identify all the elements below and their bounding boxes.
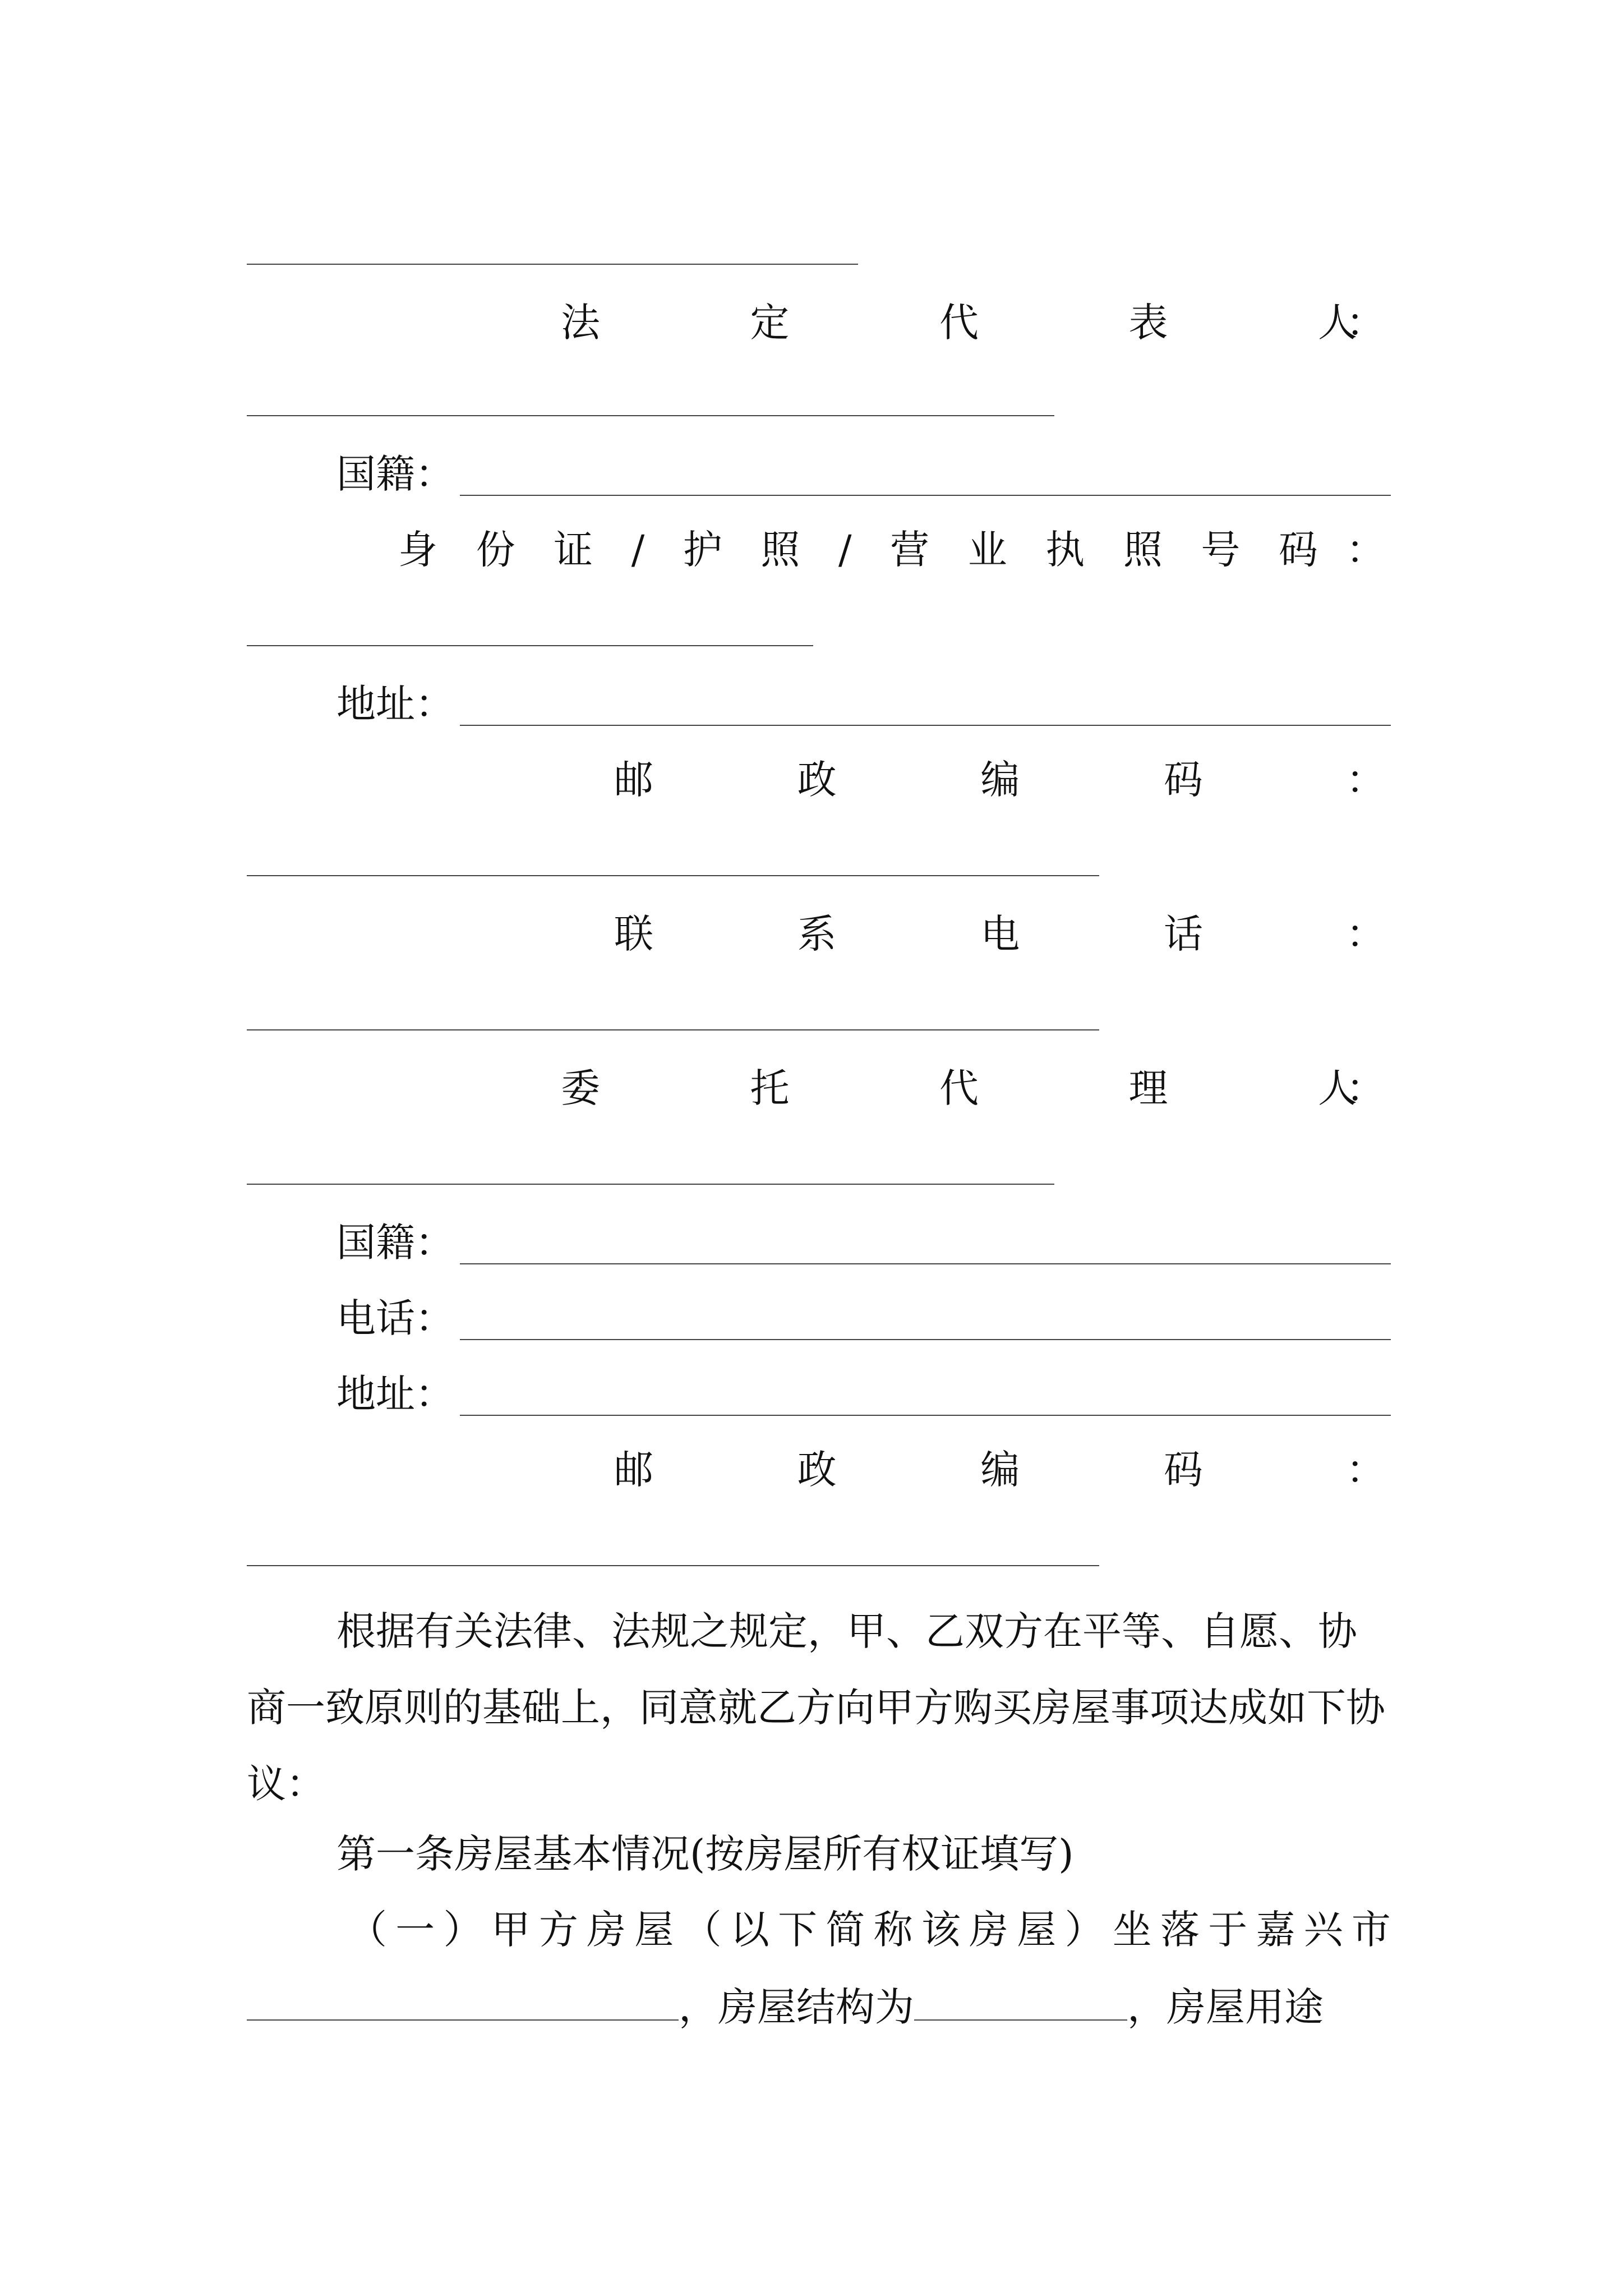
label-char: 照 [1123,527,1163,573]
label-char: 邮 [614,757,653,803]
label-char: 代 [939,300,979,346]
contact-phone-colon: ： [1346,911,1385,957]
article-1-item-1-line-1 [348,1904,1391,1955]
label-char: 定 [750,300,790,346]
address-label: 地址： [336,1371,454,1417]
comma: ， [679,1984,718,2030]
text-char: 嘉 [1256,1907,1295,1953]
label-char: 委 [561,1065,600,1111]
label-char: 政 [797,757,837,803]
text-char: 落 [1160,1907,1200,1953]
text-char: ） [1064,1907,1104,1953]
text-char: 称 [873,1907,913,1953]
label-char: / [838,527,852,573]
id-number-field[interactable] [247,645,813,646]
text-char: 简 [826,1907,865,1953]
agent-nationality-field[interactable] [460,1263,1391,1264]
label-char: 执 [1045,527,1085,573]
agent-postal-code-field[interactable] [247,1565,1099,1566]
agent-colon: ： [1346,1065,1385,1111]
label-char: 话 [1163,911,1203,957]
label-char: 邮 [614,1447,653,1493]
agent-phone-field[interactable] [460,1339,1391,1340]
location-field[interactable] [247,1980,679,2021]
agent-phone-field-row [336,1293,1391,1343]
structure-label: 房屋结构为 [718,1984,914,2030]
label-char: 表 [1128,300,1168,346]
text-char: 坐 [1112,1907,1152,1953]
label-char: 护 [683,527,722,573]
usage-label: ，房屋用途 [1127,1984,1324,2030]
nationality-field-row [336,449,1391,499]
label-char: 法 [561,300,600,346]
text-char: 兴 [1303,1907,1343,1953]
label-char: 系 [797,911,837,957]
label-char: 份 [476,527,515,573]
label-char: 号 [1201,527,1241,573]
contact-phone-label [614,909,1203,959]
label-char: 代 [939,1065,979,1111]
label-char: 码 [1163,1447,1203,1493]
label-char: 理 [1128,1065,1168,1111]
agent-label [561,1063,1357,1114]
text-char: 该 [921,1907,961,1953]
agent-postal-code-colon: ： [1346,1447,1385,1493]
intro-paragraph: 根据有关法律、法规之规定，甲、乙双方在平等、自愿、协商一致原则的基础上，同意就乙方向甲方购买房屋事项达成如下协议： [247,1608,1385,1807]
text-char: 房 [587,1907,626,1953]
label-char: 托 [750,1065,790,1111]
label-char: 编 [980,1447,1020,1493]
text-char: 市 [1351,1907,1391,1953]
label-char: 业 [967,527,1007,573]
field-underline[interactable] [247,264,858,265]
label-char: 人 [1318,1065,1357,1111]
agent-postal-code-label [614,1444,1203,1495]
text-char: （ [682,1907,722,1953]
label-char: / [631,527,645,573]
label-char: 照 [760,527,800,573]
label-char: 编 [980,757,1020,803]
label-char: 码 [1163,757,1203,803]
agent-address-field[interactable] [460,1415,1391,1416]
text-char: 下 [778,1907,818,1953]
postal-code-label [614,754,1203,805]
text-char: ） [443,1907,483,1953]
nationality-label: 国籍： [336,1220,454,1266]
id-number-colon: ： [1346,527,1385,573]
label-char: 联 [614,911,653,957]
text-char: 方 [538,1907,578,1953]
address-label: 地址： [336,681,454,727]
label-char: 政 [797,1447,837,1493]
phone-label: 电话： [336,1295,454,1341]
text-char: 屋 [634,1907,674,1953]
text-char: （ [348,1907,387,1953]
text-char: 一 [395,1907,435,1953]
label-char: 证 [554,527,593,573]
postal-code-field[interactable] [247,875,1099,876]
contact-phone-field[interactable] [247,1029,1099,1030]
article-1-title: 第一条房屋基本情况(按房屋所有权证填写) [336,1831,1074,1877]
agent-field[interactable] [247,1184,1054,1185]
postal-code-colon: ： [1346,757,1385,803]
label-char: 营 [890,527,930,573]
label-char: 码 [1278,527,1318,573]
text-char: 房 [969,1907,1009,1953]
nationality-field[interactable] [460,495,1391,496]
text-char: 以 [730,1907,769,1953]
article-1-item-1-line-2 [247,1980,1324,2032]
legal-rep-colon: ： [1346,300,1385,346]
id-number-label [398,524,1318,575]
legal-rep-field[interactable] [247,415,1054,416]
text-char: 甲 [491,1907,531,1953]
agent-address-field-row [336,1369,1391,1419]
text-char: 屋 [1017,1907,1057,1953]
label-char: 身 [398,527,437,573]
address-field[interactable] [460,725,1391,726]
agent-nationality-field-row [336,1217,1391,1268]
legal-rep-label [561,297,1357,348]
address-field-row [336,679,1391,729]
label-char: 人 [1318,300,1357,346]
label-char: 电 [980,911,1020,957]
structure-field[interactable] [914,1980,1127,2021]
nationality-label: 国籍： [336,451,454,497]
text-char: 于 [1208,1907,1248,1953]
